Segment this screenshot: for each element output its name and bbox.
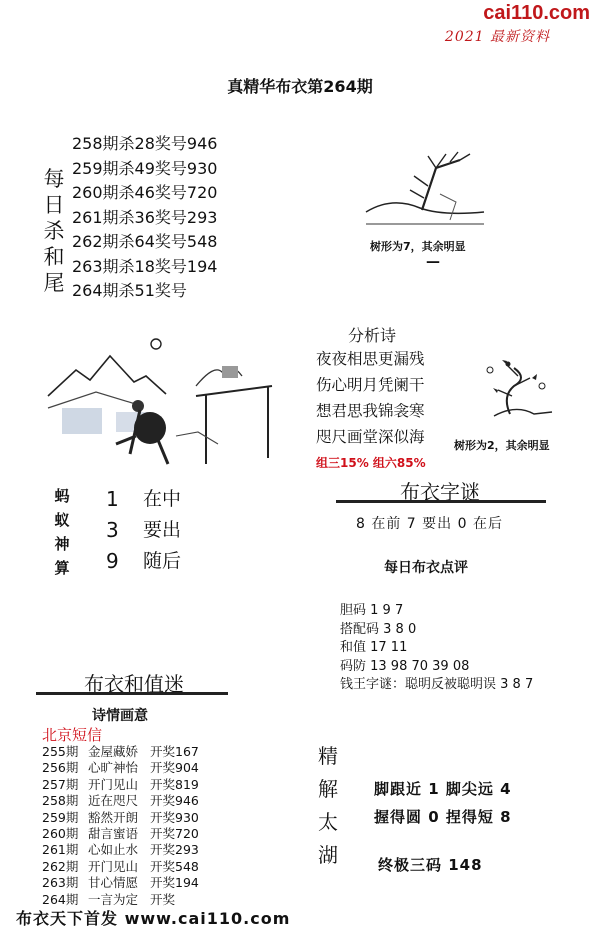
table-row: 257期 开门见山 开奖819 bbox=[42, 776, 199, 792]
kill-tail-label: 每 日 杀 和 尾 bbox=[43, 167, 65, 295]
riddle-divider bbox=[336, 500, 546, 503]
review-list bbox=[340, 602, 533, 695]
list-item: 262期杀64奖号548 bbox=[72, 232, 218, 251]
list-item: 263期杀18奖号194 bbox=[72, 256, 218, 276]
table-row: 256期 心旷神怡 开奖904 bbox=[42, 760, 199, 776]
kill-tail-list bbox=[72, 132, 217, 304]
table-row: 262期 开门见山 开奖548 bbox=[42, 858, 199, 874]
list-item: 钱王字谜：聪明反被聪明误 3 8 7 bbox=[340, 677, 534, 693]
list-item: 259期杀49奖号930 bbox=[72, 158, 218, 178]
ant-numbers: 1 3 9 bbox=[106, 487, 119, 573]
dash-mark: — bbox=[426, 254, 440, 270]
table-row: 258期 近在咫尺 开奖946 bbox=[42, 793, 199, 809]
list-item: 260期杀46奖号720 bbox=[72, 183, 218, 202]
list-item: 258期杀28奖号946 bbox=[72, 134, 218, 153]
ant-words: 在中 要出 随后 bbox=[143, 488, 182, 572]
analysis-title: 分析诗 bbox=[348, 326, 397, 345]
list-item: 261期杀36奖号293 bbox=[72, 207, 218, 227]
list-item: 和值 17 11 bbox=[340, 640, 408, 656]
ink-painting bbox=[46, 336, 278, 468]
taihu-tip-1: 脚跟近 1 脚尖远 4 bbox=[374, 780, 512, 798]
tree-2-label: 树形为2，其余明显 bbox=[454, 439, 550, 452]
list-item: 264期杀51奖号 bbox=[72, 281, 187, 300]
table-row: 263期 甘心情愿 开奖194 bbox=[42, 875, 199, 891]
review-title: 每日布衣点评 bbox=[384, 560, 468, 576]
group-ratio: 组三15% 组六85% bbox=[316, 456, 426, 470]
taihu-label: 精 解 太 湖 bbox=[318, 744, 338, 867]
tree-2-illustration bbox=[474, 356, 568, 426]
list-item: 码防 13 98 70 39 08 bbox=[340, 658, 470, 674]
table-row: 255期 金屋藏娇 开奖167 bbox=[42, 744, 199, 759]
riddle-answer: 8 在前 7 要出 0 在后 bbox=[356, 516, 503, 532]
table-row: 261期 心如止水 开奖293 bbox=[42, 842, 199, 858]
analysis-poem: 夜夜相思更漏残 伤心明月凭阑干 想君思我锦衾寒 咫尺画堂深似海 bbox=[316, 350, 425, 446]
tree-7-label: 树形为7，其余明显 bbox=[370, 240, 466, 253]
sum-riddle-heading: 布衣和值迷 bbox=[84, 672, 184, 696]
ant-label: 蚂 蚁 神 算 bbox=[54, 487, 70, 577]
site-logo: cai110.com bbox=[483, 2, 590, 24]
tree-7-illustration bbox=[362, 150, 488, 232]
tagline: 2021 最新资料 bbox=[444, 29, 550, 45]
table-row: 260期 甜言蜜语 开奖720 bbox=[42, 826, 199, 842]
sum-riddle-subtitle: 诗情画意 bbox=[92, 708, 148, 724]
riddle-heading: 布衣字谜 bbox=[400, 480, 480, 504]
taihu-tip-2: 握得圆 0 捏得短 8 bbox=[374, 808, 512, 826]
beijing-list bbox=[42, 744, 199, 908]
beijing-title: 北京短信 bbox=[42, 726, 103, 744]
list-item: 搭配码 3 8 0 bbox=[340, 621, 417, 637]
table-row: 259期 豁然开朗 开奖930 bbox=[42, 809, 199, 825]
sum-riddle-divider bbox=[36, 692, 228, 695]
table-row: 264期 一言为定 开奖 bbox=[42, 891, 176, 907]
list-item: 胆码 1 9 7 bbox=[340, 603, 404, 618]
footer: 布衣天下首发 www.cai110.com bbox=[16, 909, 291, 928]
final-three-codes: 终极三码 148 bbox=[378, 856, 483, 874]
page-title: 真精华布衣第264期 bbox=[227, 77, 373, 96]
